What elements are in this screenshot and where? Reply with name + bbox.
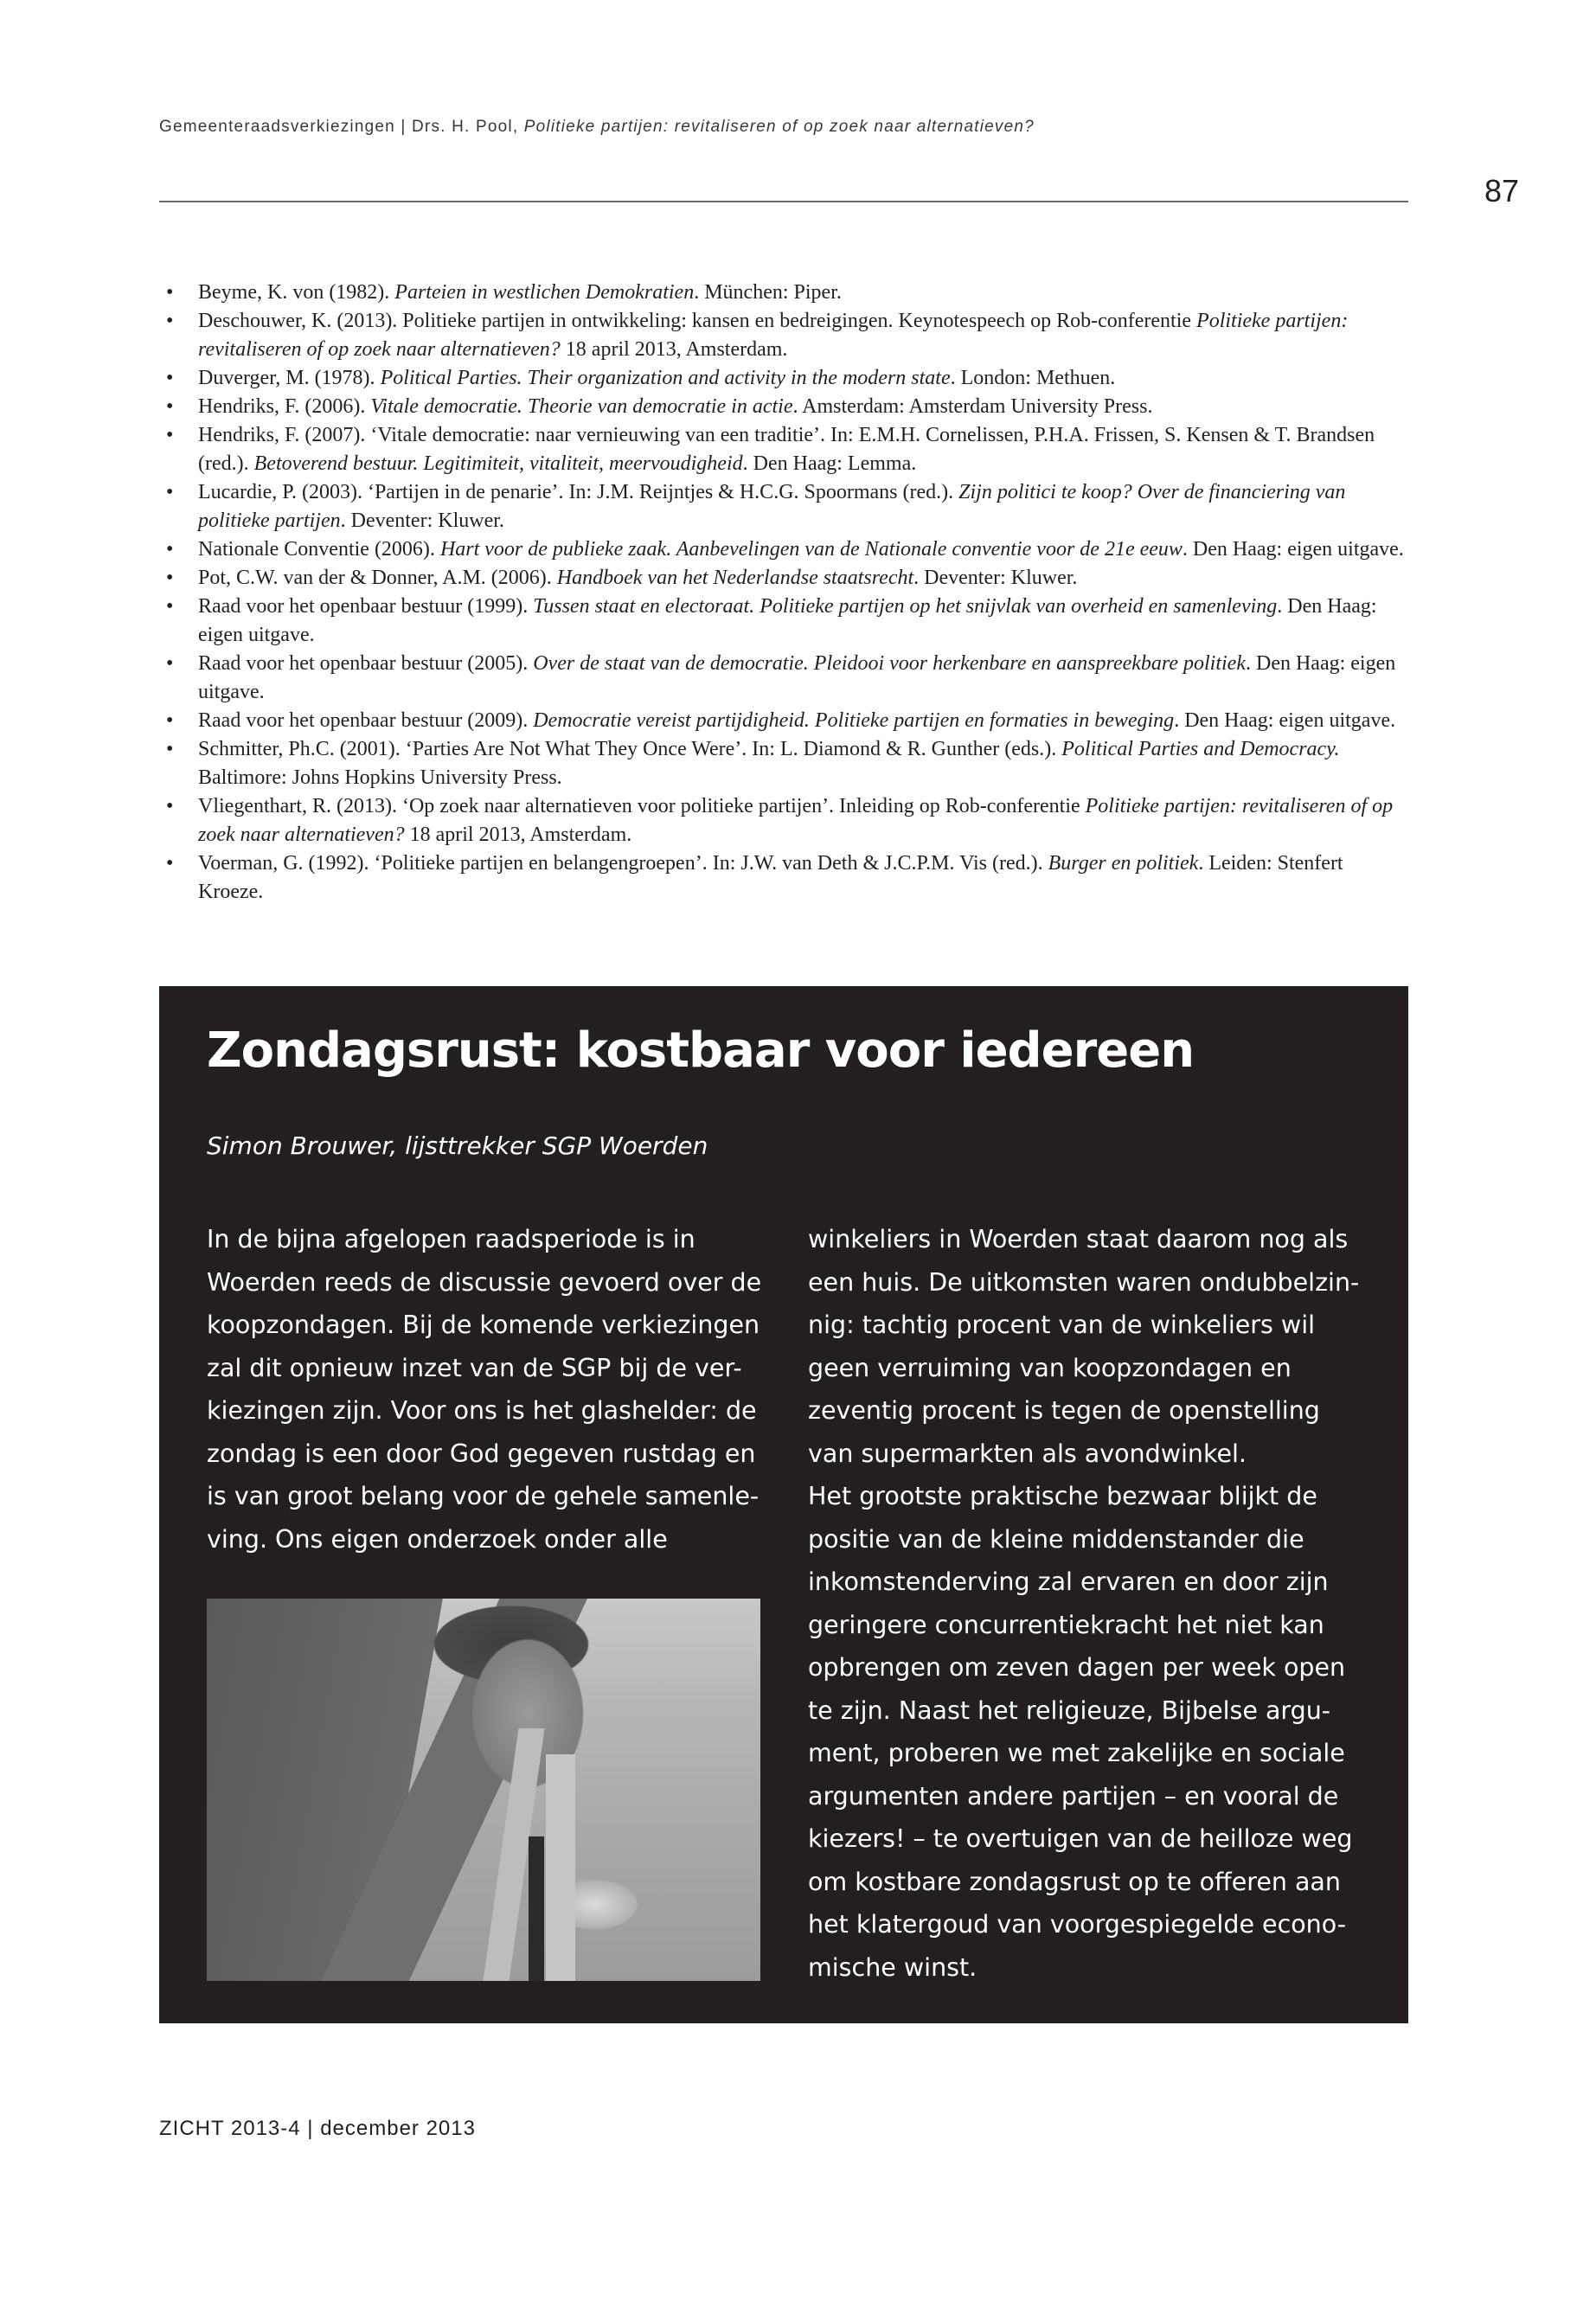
reference-text: Raad voor het openbaar bestuur (2009). [198,709,534,732]
reference-item [159,593,1408,650]
reference-text: . Den Haag: Lemma. [742,452,917,475]
reference-title: Betoverend bestuur. Legitimiteit, vitaliteit, meervoudigheid [253,452,743,475]
reference-text: Lucardie, P. (2003). ‘Partijen in de penarie’. In: J.M. Reijntjes & H.C.G. Spoormans (red.). [198,481,959,503]
reference-item [159,478,1408,535]
reference-item [159,535,1408,564]
reference-item [159,564,1408,593]
reference-text: Hendriks, F. (2006). [198,395,371,418]
bullet-icon: • [166,795,174,817]
reference-title: Tussen staat en electoraat. Politieke partijen op het snijvlak van overheid en samenleving [533,595,1278,618]
reference-text: . Amsterdam: Amsterdam University Press. [792,395,1153,418]
author-photo [207,1599,760,1981]
article-line: zeventig procent is tegen de openstelling [808,1396,1320,1425]
reference-text: . Den Haag: eigen uitgave. [1182,538,1404,561]
article-line: mische winst. [808,1952,977,1982]
reference-text: Duverger, M. (1978). [198,367,381,389]
reference-text: . München: Piper. [694,281,842,304]
reference-text: Hendriks, F. (2007). ‘Vitale democratie: naar vernieuwing van een traditie’. In: E.M.H. Cornelissen, P.H.A. Frissen, S. Kensen & T. Brandsen (red.). [198,424,1375,475]
reference-title: Democratie vereist partijdigheid. Politieke partijen en formaties in beweging [533,709,1175,732]
bullet-icon: • [166,367,174,389]
reference-item [159,421,1408,478]
article-byline: Simon Brouwer, lijsttrekker SGP Woerden [207,1131,708,1160]
reference-title: Parteien in westlichen Demokratien [394,281,695,304]
reference-text: . Den Haag: eigen uitgave. [198,652,1396,703]
article-column-right [808,1218,1359,1989]
reference-item [159,792,1408,849]
reference-item [159,393,1408,421]
bullet-icon: • [166,538,174,561]
article-line: Woerden reeds de discussie gevoerd over de [207,1267,762,1297]
article-line: geen verruiming van koopzondagen en [808,1353,1292,1382]
reference-title: Over de staat van de democratie. Pleidooi voor herkenbare en aanspreekbare politiek [533,652,1246,675]
article-line: ment, proberen we met zakelijke en sociale [808,1739,1345,1767]
article-line: zondag is een door God gegeven rustdag en [207,1439,756,1468]
reference-title: Politieke partijen: revitaliseren of op zoek naar alternatieven? [198,795,1394,846]
bullet-icon: • [166,310,174,332]
article-column-left [207,1218,761,1561]
reference-item [159,364,1408,393]
reference-list [159,279,1408,907]
article-line: zal dit opnieuw inzet van de SGP bij de ver- [207,1353,742,1382]
reference-text: Pot, C.W. van der & Donner, A.M. (2006). [198,567,557,589]
reference-text: . Den Haag: eigen uitgave. [1174,709,1396,732]
bullet-icon: • [166,595,174,618]
article-line: winkeliers in Woerden staat daarom nog als [808,1225,1349,1253]
reference-text: Nationale Conventie (2006). [198,538,440,561]
bullet-icon: • [166,424,174,446]
reference-item [159,279,1408,307]
header-author: Drs. H. Pool, [412,118,524,136]
reference-item [159,307,1408,364]
reference-title: Burger en politiek [1048,852,1199,875]
reference-text: Vliegenthart, R. (2013). ‘Op zoek naar alternatieven voor politieke partijen’. Inleiding op Rob-conferentie [198,795,1086,817]
article-line: opbrengen om zeven dagen per week open [808,1653,1346,1682]
reference-title: Hart voor de publieke zaak. Aanbevelingen van de Nationale conventie voor de 21e eeuw [439,538,1183,561]
reference-title: Handboek van het Nederlandse staatsrecht [556,567,914,589]
article-line: om kostbare zondagsrust op te offeren aan [808,1867,1341,1896]
article-line: koopzondagen. Bij de komende verkiezingen [207,1311,760,1339]
reference-text: Beyme, K. von (1982). [198,281,395,304]
article-line: Het grootste praktische bezwaar blijkt de [808,1482,1317,1510]
bullet-icon: • [166,652,174,675]
reference-text: . London: Methuen. [950,367,1116,389]
reference-text: Voerman, G. (1992). ‘Politieke partijen en belangengroepen’. In: J.W. van Deth & J.C.P.M. Vis (red.). [198,852,1048,875]
article-line: is van groot belang voor de gehele samenle- [207,1482,760,1510]
reference-text: . Leiden: Stenfert Kroeze. [198,852,1343,903]
reference-item [159,707,1408,735]
reference-text: . Deventer: Kluwer. [340,510,504,532]
reference-title: Political Parties and Democracy. [1061,738,1340,760]
photo-tie [529,1836,544,1981]
article-box [159,986,1408,2023]
article-line: kiezers! – te overtuigen van de heilloze weg [808,1824,1353,1853]
bullet-icon: • [166,395,174,418]
article-line: inkomstenderving zal ervaren en door zijn [808,1567,1329,1596]
reference-item [159,650,1408,707]
article-line: een huis. De uitkomsten waren ondubbelzin- [808,1267,1360,1297]
article-line: kiezingen zijn. Voor ons is het glashelder: de [207,1396,757,1425]
reference-text: . Den Haag: eigen uitgave. [198,595,1377,646]
reference-item [159,735,1408,792]
reference-title: Political Parties. Their organization and activity in the modern state [380,367,951,389]
article-line: geringere concurrentiekracht het niet kan [808,1610,1324,1639]
reference-title: Politieke partijen: revitaliseren of op zoek naar alternatieven? [198,310,1349,361]
reference-text: Raad voor het openbaar bestuur (1999). [198,595,534,618]
article-line: positie van de kleine middenstander die [808,1524,1304,1554]
bullet-icon: • [166,709,174,732]
photo-scarf-right [546,1754,575,1981]
reference-text: Baltimore: Johns Hopkins University Press. [198,766,562,789]
header-separator: | [394,118,413,136]
reference-item [159,849,1408,907]
reference-text: . Deventer: Kluwer. [913,567,1078,589]
article-line: In de bijna afgelopen raadsperiode is in [207,1225,695,1253]
reference-text: Deschouwer, K. (2013). Politieke partijen in ontwikkeling: kansen en bedreigingen. Keynotespeech op Rob-conferentie [198,310,1197,332]
running-header [159,118,1035,137]
bullet-icon: • [166,567,174,589]
article-title: Zondagsrust: kostbaar voor iedereen [207,1022,1195,1079]
article-line: nig: tachtig procent van de winkeliers wil [808,1311,1316,1339]
article-line: argumenten andere partijen – en vooral de [808,1781,1339,1811]
reference-text: Schmitter, Ph.C. (2001). ‘Parties Are Not What They Once Were’. In: L. Diamond & R. Gunther (eds.). [198,738,1062,760]
header-section: Gemeenteraadsverkiezingen [159,118,395,136]
reference-text: Raad voor het openbaar bestuur (2005). [198,652,534,675]
reference-title: Vitale democratie. Theorie van democratie in actie [370,395,793,418]
article-line: het klatergoud van voorgespiegelde econo- [808,1910,1346,1939]
bullet-icon: • [166,738,174,760]
header-rule [159,201,1408,202]
reference-text: 18 april 2013, Amsterdam. [560,338,788,361]
reference-text: 18 april 2013, Amsterdam. [404,824,632,846]
article-line: te zijn. Naast het religieuze, Bijbelse argu- [808,1695,1331,1725]
article-line: ving. Ons eigen onderzoek onder alle [207,1524,668,1554]
bullet-icon: • [166,481,174,503]
article-line: van supermarkten als avondwinkel. [808,1439,1247,1468]
page-number: 87 [1484,173,1520,208]
page-footer: ZICHT 2013-4 | december 2013 [159,2117,476,2140]
header-title: Politieke partijen: revitaliseren of op zoek naar alternatieven? [523,118,1035,136]
bullet-icon: • [166,281,174,304]
reference-title: Zijn politici te koop? Over de financiering van politieke partijen [198,481,1346,532]
bullet-icon: • [166,852,174,875]
